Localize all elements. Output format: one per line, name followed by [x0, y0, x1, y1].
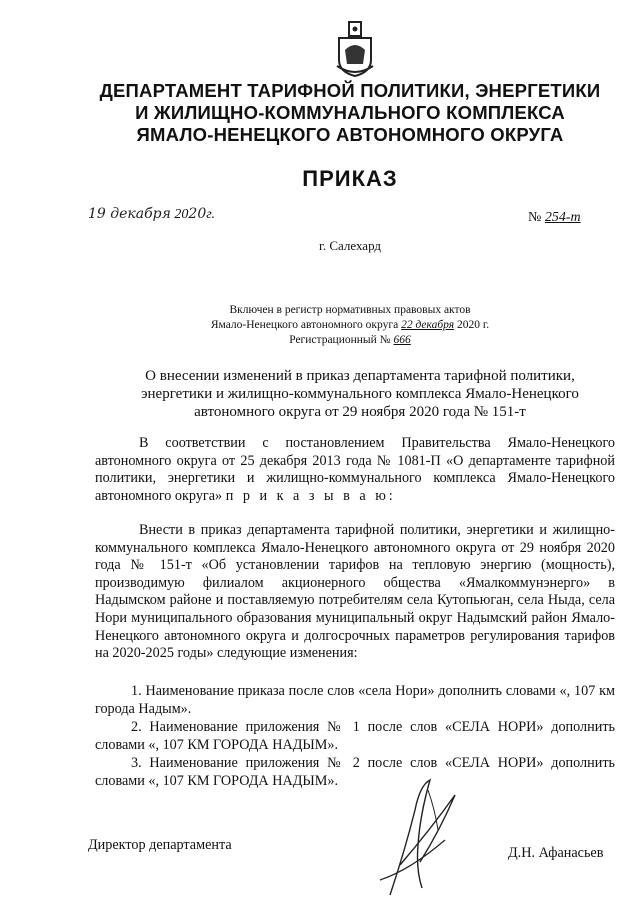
date-year-prefix: 20 [174, 207, 189, 222]
order-number [528, 210, 581, 226]
registration-number-handwritten: 666 [393, 334, 411, 346]
subject-line-1: О внесении изменений в приказ департамента тарифной политики, [145, 368, 575, 384]
signer-position: Директор департамента [88, 837, 232, 853]
order-subject [110, 367, 610, 421]
registration-line-1: Включен в регистр нормативных правовых актов [229, 304, 471, 316]
date-handwritten: 19 декабря [88, 206, 171, 222]
handwritten-signature-icon [360, 770, 470, 900]
registration-stamp [60, 303, 640, 348]
number-prefix: № [528, 210, 542, 225]
order-verb: п р и к а з ы в а ю: [225, 487, 396, 504]
preamble-text: В соответствии с постановлением Правительства Ямало-Ненецкого автономного округа от 25 декабря 2013 года № 1081-П «О департаменте тарифной политики, энергетики и жилищно-коммунального комплекса Ямало-Ненецкого автономного округа» [95, 435, 615, 504]
registration-line-2-prefix: Ямало-Ненецкого автономного округа [210, 319, 399, 331]
department-line-1: ДЕПАРТАМЕНТ ТАРИФНОЙ ПОЛИТИКИ, ЭНЕРГЕТИКИ [99, 80, 601, 101]
department-line-2: И ЖИЛИЩНО-КОММУНАЛЬНОГО КОМПЛЕКСА [135, 102, 565, 123]
signer-name: Д.Н. Афанасьев [508, 845, 604, 861]
department-line-3: ЯМАЛО-НЕНЕЦКОГО АВТОНОМНОГО ОКРУГА [136, 124, 564, 145]
order-date [88, 206, 215, 223]
main-paragraph: Внести в приказ департамента тарифной политики, энергетики и жилищно-коммунального комплекса Ямало-Ненецкого автономного округа от 29 ноября 2020 года № 151-т «Об установлении тарифов на тепловую энергию (мощность), производимую филиалом акционерного общества «Ямалкоммунэнерго» в Надымском районе и поставляемую потребителям села Кутопьюган, села Ныда, села Нори муниципального образования муниципальный округ Надымский район Ямало-Ненецкого автономного округа и долгосрочных параметров регулирования тарифов на 2020-2025 годы» следующие изменения: [95, 522, 615, 662]
registration-number-label: Регистрационный № [289, 334, 391, 346]
date-suffix: г. [206, 207, 216, 222]
registration-line-2-suffix: 2020 г. [456, 319, 490, 331]
coat-of-arms-emblem-icon [333, 20, 377, 78]
department-name [60, 80, 640, 146]
registration-line-3 [60, 333, 640, 348]
document-type-title: ПРИКАЗ [302, 166, 398, 191]
change-item-3: 3. Наименование приложения № 2 после слов «СЕЛА НОРИ» дополнить словами «, 107 КМ ГОРОДА НАДЫМ». [95, 755, 615, 789]
number-handwritten: 254-т [544, 210, 581, 225]
subject-line-2: энергетики и жилищно-коммунального комплекса Ямало-Ненецкого [141, 386, 579, 402]
subject-line-3: автономного округа от 29 ноября 2020 года № 151-т [194, 404, 526, 420]
change-item-2: 2. Наименование приложения № 1 после слов «СЕЛА НОРИ» дополнить словами «, 107 КМ ГОРОДА НАДЫМ». [95, 719, 615, 753]
registration-date-handwritten: 22 декабря [401, 319, 455, 331]
date-year-handwritten: 20 [188, 206, 207, 222]
preamble-paragraph [95, 435, 615, 505]
city-name: г. Салехард [318, 238, 382, 253]
registration-line-2 [60, 318, 640, 333]
change-item-1: 1. Наименование приказа после слов «села Нори» дополнить словами «, 107 км города Надым». [95, 683, 615, 717]
